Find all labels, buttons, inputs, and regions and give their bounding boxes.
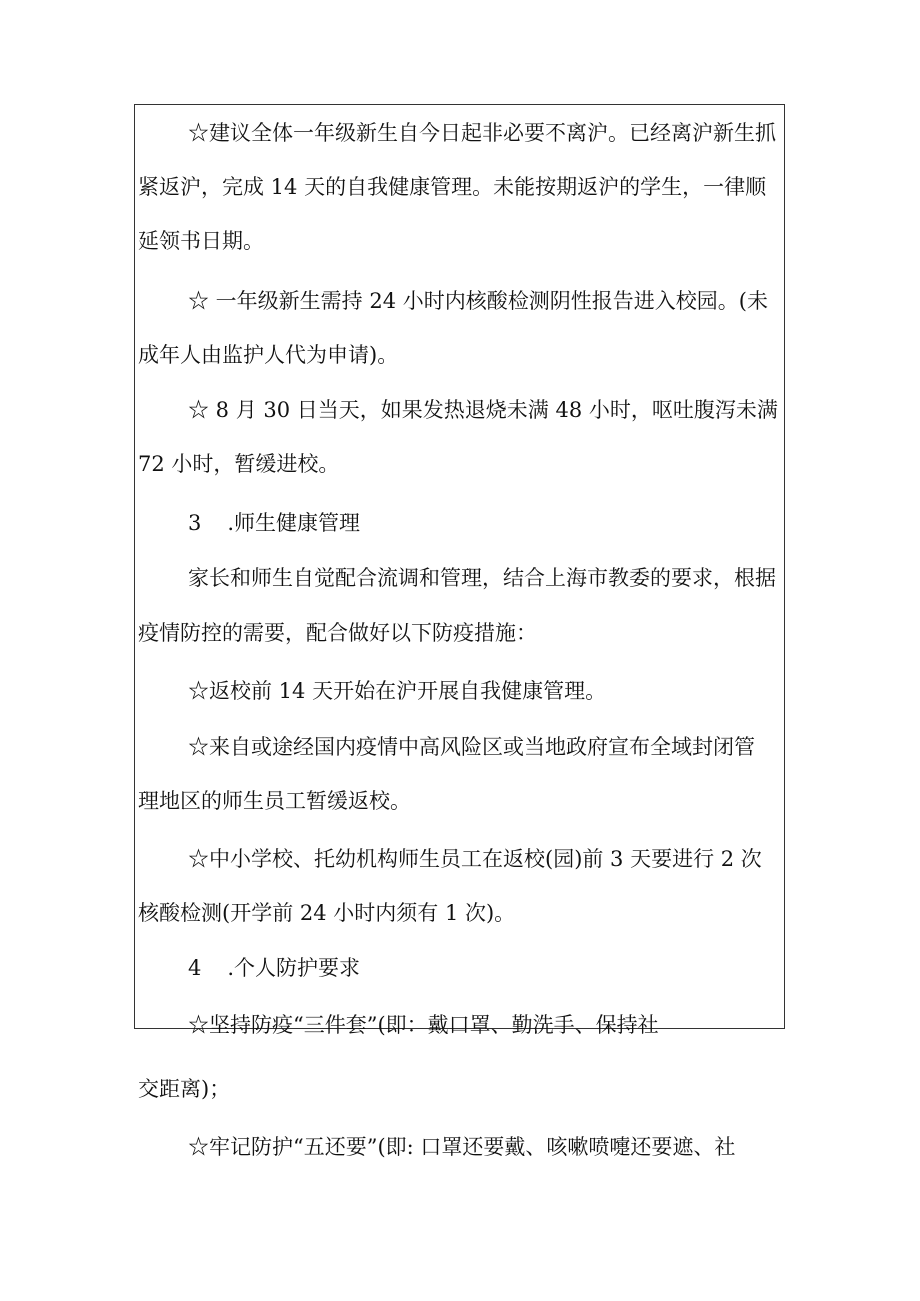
paragraph-line: ☆返校前 14 天开始在沪开展自我健康管理。 [188,679,607,703]
paragraph-line: 核酸检测(开学前 24 小时内须有 1 次)。 [138,901,516,925]
paragraph-line: 紧返沪，完成 14 天的自我健康管理。未能按期返沪的学生，一律顺 [138,175,767,199]
paragraph-line: 家长和师生自觉配合流调和管理，结合上海市教委的要求，根据 [188,566,776,590]
paragraph-line: 疫情防控的需要，配合做好以下防疫措施： [138,621,537,645]
section-heading-4: 4 .个人防护要求 [188,956,361,980]
paragraph-line: ☆来自或途经国内疫情中高风险区或当地政府宣布全域封闭管 [188,735,755,759]
paragraph-line: ☆中小学校、托幼机构师生员工在返校(园)前 3 天要进行 2 次 [188,847,762,871]
section-heading-3: 3 .师生健康管理 [188,511,361,535]
paragraph-line: ☆牢记防护“五还要”(即: 口罩还要戴、咳嗽喷嚏还要遮、社 [188,1135,736,1159]
paragraph-line: ☆ 一年级新生需持 24 小时内核酸检测阴性报告进入校园。(未 [188,289,768,313]
paragraph-line: ☆建议全体一年级新生自今日起非必要不离沪。已经离沪新生抓 [188,121,776,145]
paragraph-line: ☆坚持防疫“三件套”(即：戴口罩、勤洗手、保持社 [188,1013,659,1037]
paragraph-line: ☆ 8 月 30 日当天，如果发热退烧未满 48 小时，呕吐腹泻未满 [188,398,778,422]
paragraph-line: 72 小时，暂缓进校。 [138,452,340,476]
paragraph-line: 交距离)； [138,1077,231,1101]
paragraph-line: 延领书日期。 [138,229,264,253]
paragraph-line: 理地区的师生员工暂缓返校。 [138,789,411,813]
paragraph-line: 成年人由监护人代为申请)。 [138,343,399,367]
